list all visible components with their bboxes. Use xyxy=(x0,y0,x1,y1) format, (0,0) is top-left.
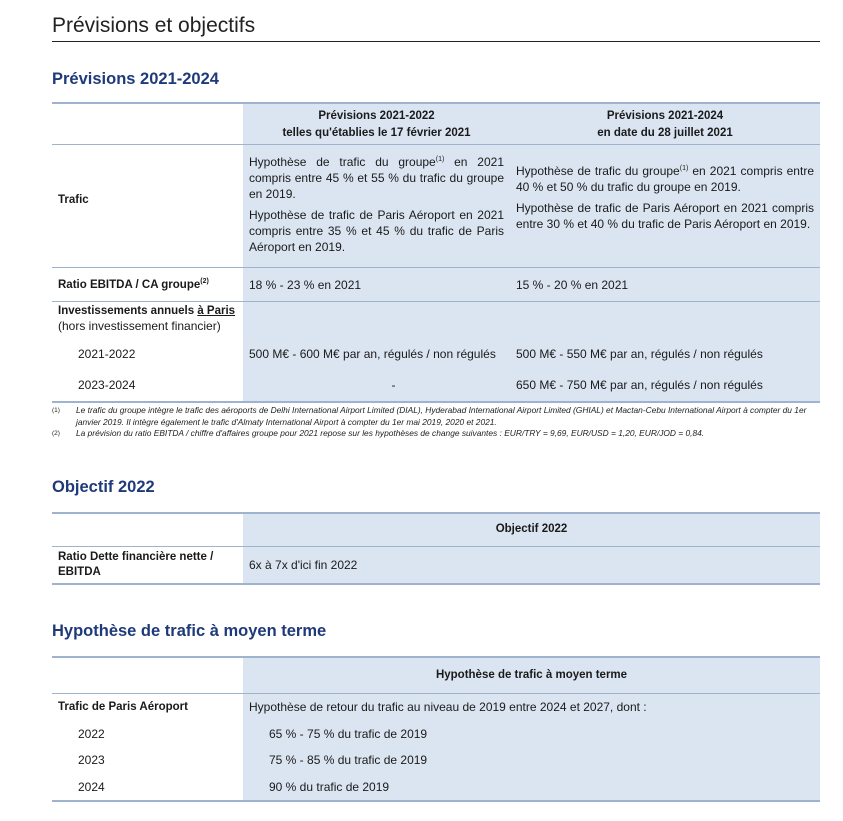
previsions-table xyxy=(52,102,820,403)
hypothese-row: 2024 90 % du trafic de 2019 xyxy=(52,773,820,801)
hypothese-intro-row: Trafic de Paris Aéroport Hypothèse de retour du trafic au niveau de 2019 entre 2024 et 2027, dont : xyxy=(52,693,820,721)
page-title: Prévisions et objectifs xyxy=(52,14,820,42)
section-title-previsions: Prévisions 2021-2024 xyxy=(52,70,219,88)
footnote: (2) La prévision du ratio EBITDA / chiffre d'affaires groupe pour 2021 repose sur les hypothèses de change suivantes : EUR/TRY = 9,69, EUR/USD = 1,20, EUR/JOD = 0,84. xyxy=(52,428,705,438)
col2-header: Prévisions 2021-2024 en date du 28 juillet 2021 xyxy=(510,103,820,145)
hypothese-table xyxy=(52,656,820,802)
invest-row: 2021-2022 500 M€ - 600 M€ par an, régulés / non régulés 500 M€ - 550 M€ par an, régulés / non régulés xyxy=(52,338,820,370)
trafic-label: Trafic xyxy=(52,145,243,268)
objectif-header: Objectif 2022 xyxy=(243,513,820,546)
ebitda-row: Ratio EBITDA / CA groupe$^{(2)}$ 18 % - 23 % en 2021 15 % - 20 % en 2021 xyxy=(52,268,820,302)
invest-row: 2023-2024 - 650 M€ - 750 M€ par an, régulés / non régulés xyxy=(52,370,820,402)
previsions-header-row xyxy=(52,103,820,145)
invest-header-row xyxy=(52,302,820,338)
trafic-col2: Hypothèse de trafic du groupe$^{(1)}$ en 2021 compris entre 40 % et 50 % du trafic du groupe en 2019. Hypothèse de trafic de Paris Aéroport en 2021 compris entre 30 % et 40 % du trafic de Paris Aéroport en 2019. xyxy=(510,145,820,268)
ebitda-label: Ratio EBITDA / CA groupe$^{(2)}$ xyxy=(52,268,243,302)
section-title-objectif: Objectif 2022 xyxy=(52,478,155,496)
hypothese-header: Hypothèse de trafic à moyen terme xyxy=(243,657,820,693)
dette-label: Ratio Dette financière nette / EBITDA xyxy=(52,546,243,584)
objectif-table xyxy=(52,512,820,585)
col1-header: Prévisions 2021-2022 telles qu'établies le 17 février 2021 xyxy=(243,103,510,145)
invest-label: Investissements annuels à Paris (hors investissement financier) xyxy=(52,302,243,338)
hypothese-header-row xyxy=(52,657,820,693)
footnote: (1) Le trafic du groupe intègre le trafic des aéroports de Delhi International Airport Limited (DIAL), Hyderabad International Airport Limited (GHIAL) et Mactan-Cebu International Airport à compter du 1er janvier 2019. Il intègre également le trafic d'Almaty International Airport à compter du 1er mai 2019, 2020 et 2021. xyxy=(52,405,807,427)
section-title-hypothese: Hypothèse de trafic à moyen terme xyxy=(52,622,327,640)
trafic-row xyxy=(52,145,820,268)
dette-value: 6x à 7x d'ici fin 2022 xyxy=(243,546,820,584)
footnotes xyxy=(52,405,820,440)
objectif-header-row xyxy=(52,513,820,546)
objectif-row xyxy=(52,546,820,584)
hypothese-row: 2022 65 % - 75 % du trafic de 2019 xyxy=(52,721,820,747)
trafic-col1: Hypothèse de trafic du groupe$^{(1)}$ en 2021 compris entre 45 % et 55 % du trafic du groupe en 2019. Hypothèse de trafic de Paris Aéroport en 2021 compris entre 35 % et 45 % du trafic de Paris Aéroport en 2019. xyxy=(243,145,510,268)
trafic-paris-label: Trafic de Paris Aéroport xyxy=(52,693,243,721)
hypothese-row: 2023 75 % - 85 % du trafic de 2019 xyxy=(52,747,820,773)
